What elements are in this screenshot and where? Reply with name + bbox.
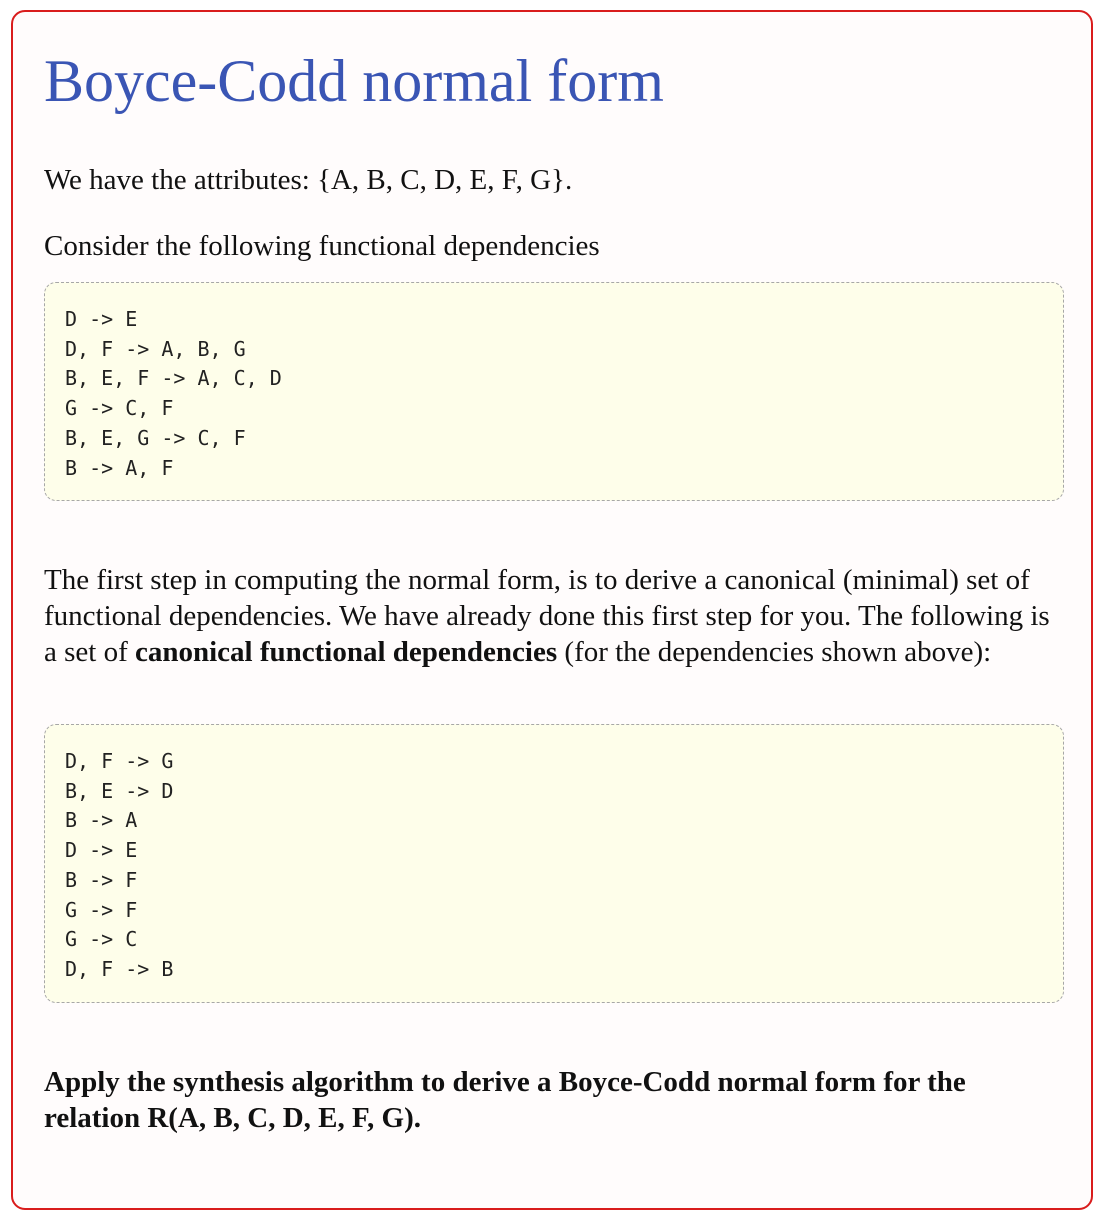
explanation-text-end: (for the dependencies shown above): xyxy=(557,636,992,668)
canonical-fd-line: G -> F xyxy=(65,897,138,922)
fd-line: G -> C, F xyxy=(65,396,174,421)
canonical-fd-line: D, F -> G xyxy=(65,749,174,773)
explanation-bold-term: canonical functional dependencies xyxy=(135,636,558,668)
consider-sentence: Consider the following functional dependencies xyxy=(44,230,600,262)
canonical-fd-line: B -> A xyxy=(65,808,138,833)
canonical-fd-line: G -> C xyxy=(65,927,138,952)
explanation-paragraph xyxy=(44,562,1054,670)
fd-line: B -> A, F xyxy=(65,455,174,480)
canonical-fd-line: B, E -> D xyxy=(65,778,174,803)
page-title: Boyce-Codd normal form xyxy=(44,48,664,114)
fd-line: D -> E xyxy=(65,307,138,331)
exercise-card xyxy=(11,10,1093,1210)
explanation-text-start: The first step in computing the normal form, is to derive a canonical (minimal) set of functional dependencies. We have already done this first step for you. The following is a set of xyxy=(44,564,1050,668)
fd-line: B, E, G -> C, F xyxy=(65,425,246,450)
canonical-fd-line: D -> E xyxy=(65,838,138,863)
canonical-dependencies-box xyxy=(44,724,1064,1003)
canonical-fd-line: D, F -> B xyxy=(65,956,174,981)
attributes-sentence: We have the attributes: {A, B, C, D, E, F, G}. xyxy=(44,164,573,196)
canonical-fd-line: B -> F xyxy=(65,867,138,892)
fd-line: D, F -> A, B, G xyxy=(65,336,246,361)
fd-line: B, E, F -> A, C, D xyxy=(65,366,282,391)
functional-dependencies-box xyxy=(44,282,1064,501)
task-instruction: Apply the synthesis algorithm to derive a Boyce-Codd normal form for the relation R(A, B, C, D, E, F, G). xyxy=(44,1066,966,1134)
